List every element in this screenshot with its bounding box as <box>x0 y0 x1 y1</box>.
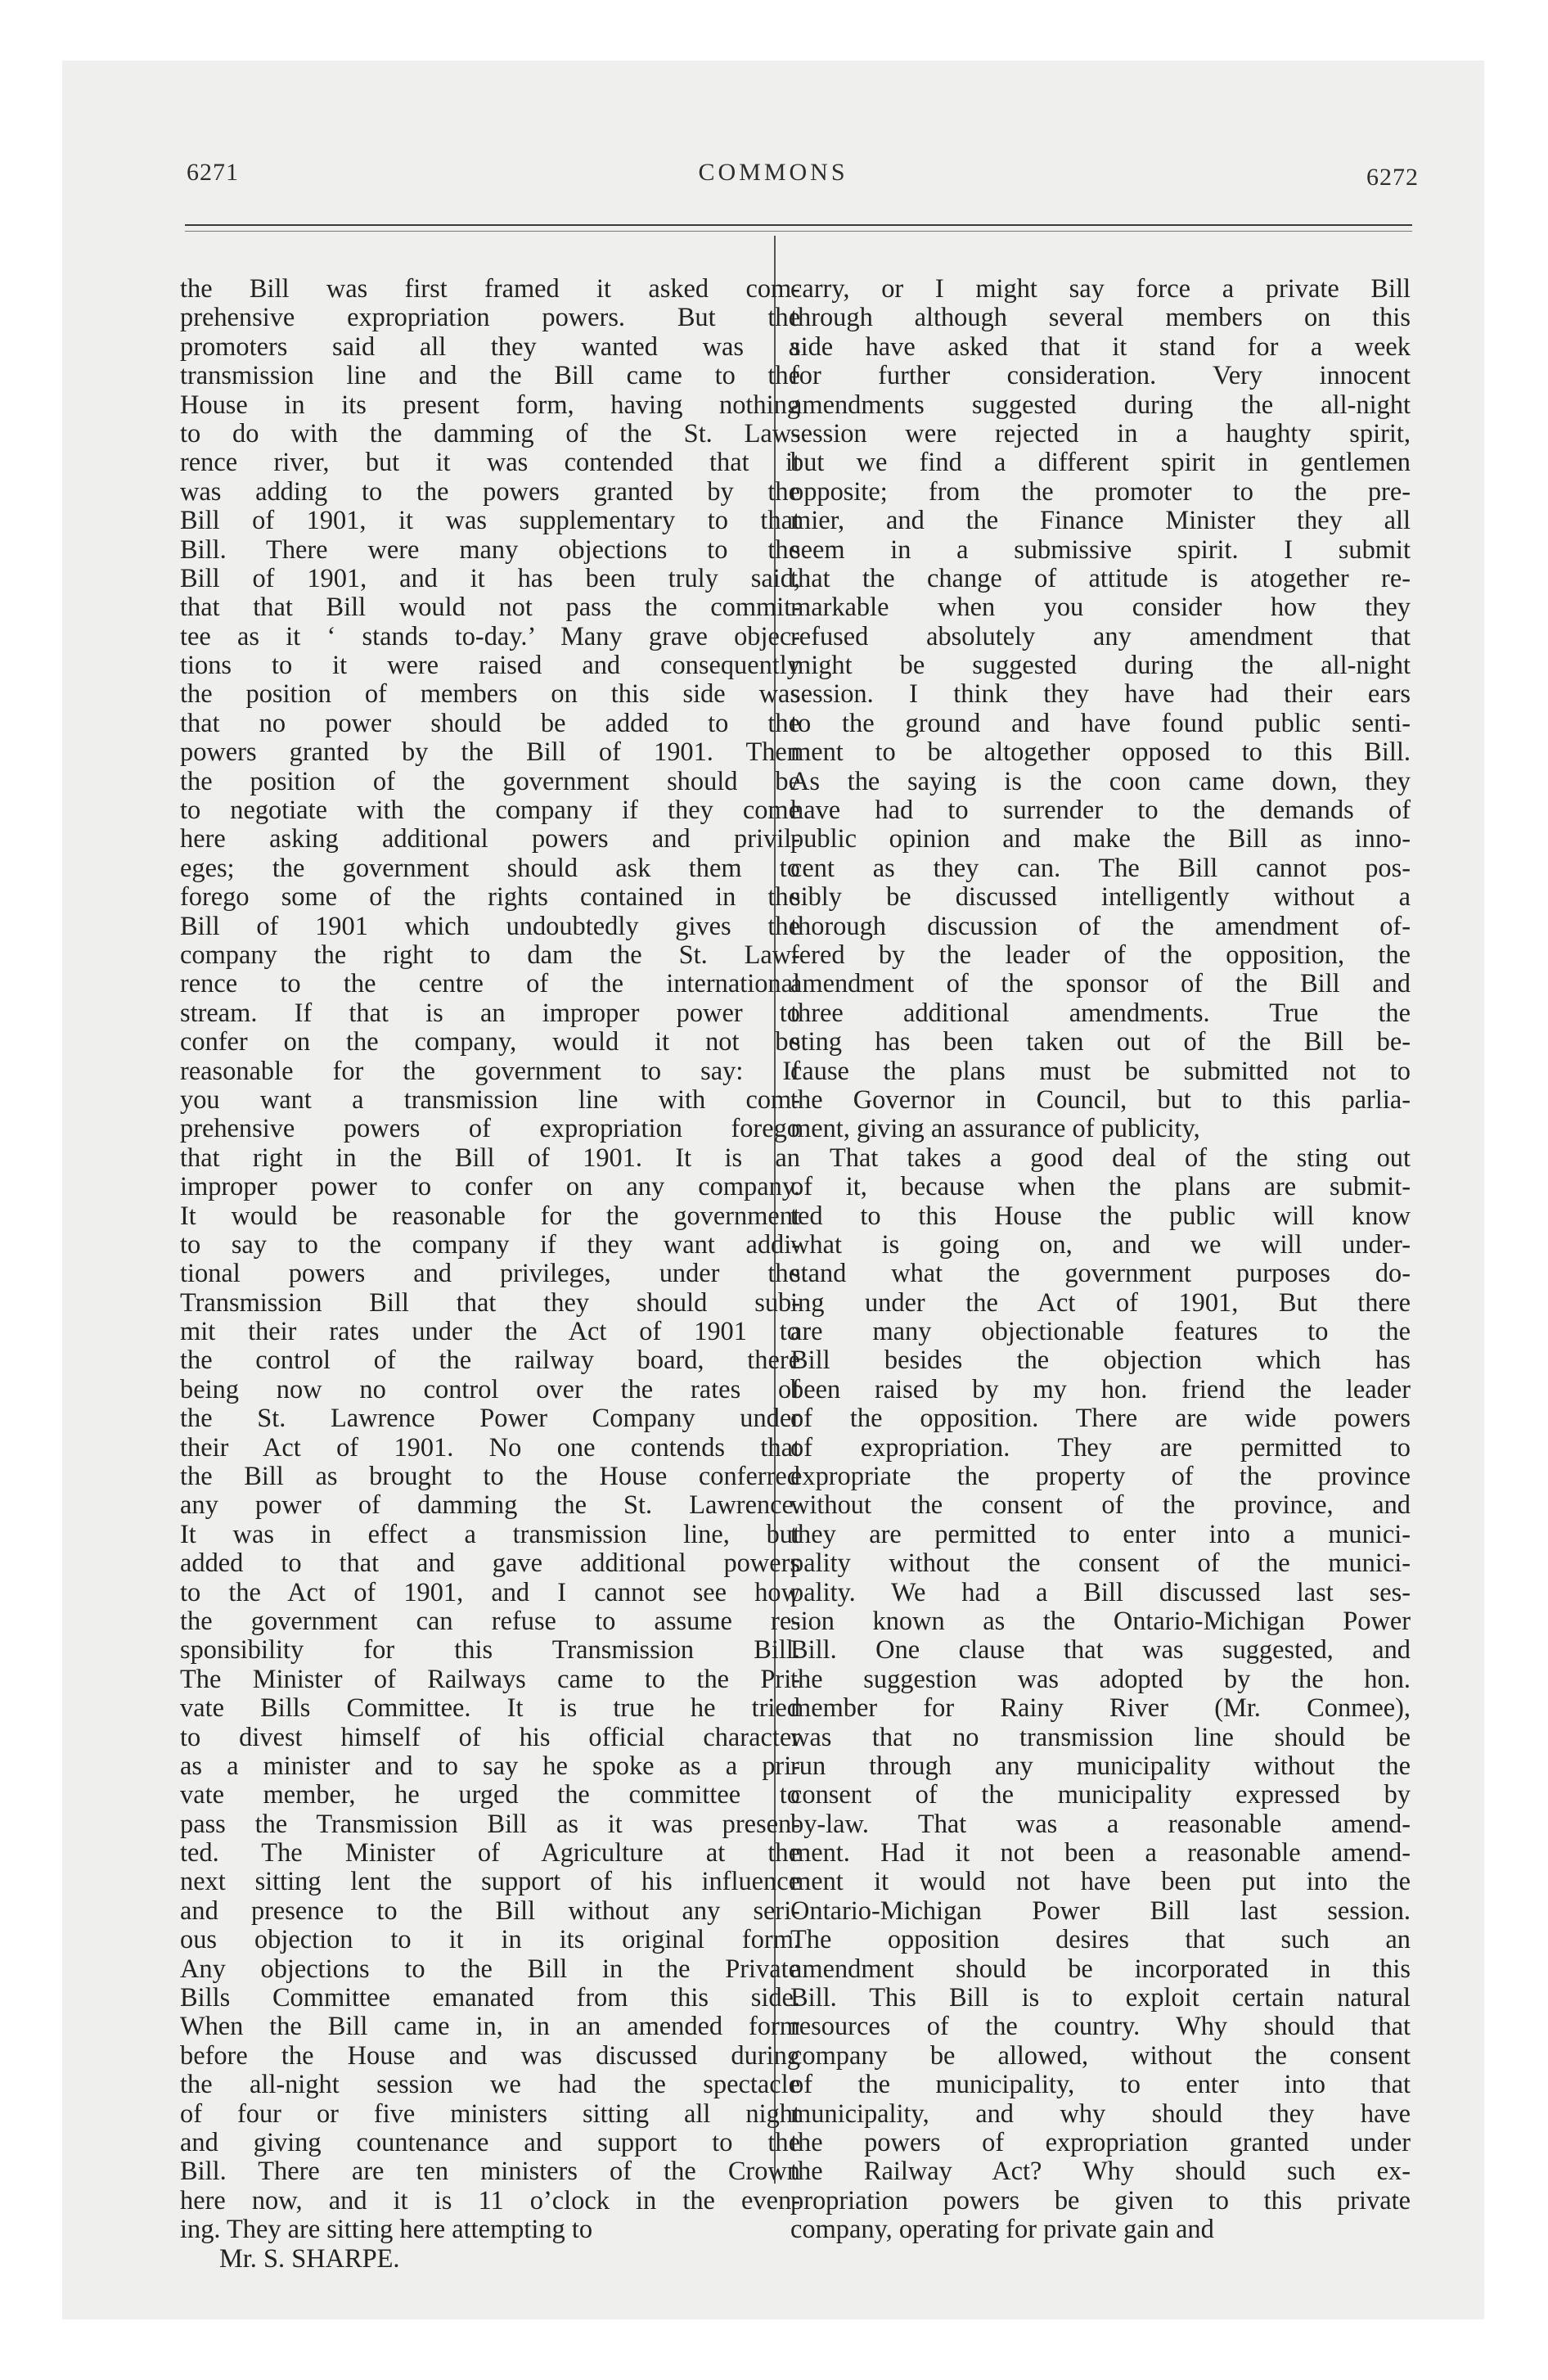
text-line: pass the Transmission Bill as it was presen- <box>180 1810 800 1839</box>
text-line: run through any municipality without the <box>790 1751 1411 1781</box>
text-line: Bill. One clause that was suggested, and <box>790 1636 1411 1666</box>
page-number-left: 6271 <box>187 159 239 186</box>
text-line: to divest himself of his official character <box>180 1723 800 1752</box>
text-line: reasonable for the government to say: If <box>180 1057 800 1086</box>
text-line: amendments suggested during the all-night <box>790 390 1411 420</box>
text-column-left <box>180 275 800 2274</box>
text-line: public opinion and make the Bill as inno- <box>790 825 1411 854</box>
header-rule <box>185 224 1412 226</box>
text-line: session. I think they have had their ears <box>790 680 1411 710</box>
text-line: Bill. There were many objections to the <box>180 535 800 565</box>
text-line: vate member, he urged the committee to <box>180 1781 800 1810</box>
text-line: Bill besides the objection which has <box>790 1346 1411 1376</box>
text-line: before the House and was discussed during <box>180 2041 800 2071</box>
text-line: amendment should be incorporated in this <box>790 1954 1411 1984</box>
text-line: here now, and it is 11 o’clock in the even- <box>180 2186 800 2215</box>
text-line: confer on the company, would it not be <box>180 1028 800 1057</box>
text-line: was adding to the powers granted by the <box>180 477 800 507</box>
text-line: three additional amendments. True the <box>790 998 1411 1028</box>
text-line: Any objections to the Bill in the Private <box>180 1954 800 1984</box>
text-line: and giving countenance and support to the <box>180 2129 800 2157</box>
text-line: ing. They are sitting here attempting to <box>180 2215 593 2245</box>
text-line: forego some of the rights contained in the <box>180 883 800 913</box>
text-line: markable when you consider how they <box>790 593 1411 623</box>
running-title: COMMONS <box>698 159 848 186</box>
text-line: pality without the consent of the munici- <box>790 1549 1411 1579</box>
text-line: the Governor in Council, but to this parlia- <box>790 1085 1411 1115</box>
text-line: stand what the government purposes do- <box>790 1260 1411 1289</box>
text-line: but we find a different spirit in gentlemen <box>790 449 1411 478</box>
header-rule-thin <box>185 231 1412 232</box>
text-line: ment, giving an assurance of publicity, <box>790 1115 1200 1144</box>
text-line: ment. Had it not been a reasonable amend- <box>790 1839 1411 1868</box>
text-line: the powers of expropriation granted under <box>790 2129 1411 2157</box>
text-line: sibly be discussed intelligently without a <box>790 883 1411 913</box>
text-line: company the right to dam the St. Law- <box>180 940 800 970</box>
text-line: ment to be altogether opposed to this Bill. <box>790 738 1411 768</box>
text-line: stream. If that is an improper power to <box>180 998 800 1028</box>
text-line: of the opposition. There are wide powers <box>790 1404 1411 1434</box>
text-line: being now no control over the rates of <box>180 1375 800 1404</box>
text-line: expropriate the property of the province <box>790 1463 1411 1492</box>
text-line: refused absolutely any amendment that <box>790 622 1411 651</box>
text-line: mier, and the Finance Minister they all <box>790 507 1411 536</box>
text-line: company, operating for private gain and <box>790 2215 1214 2245</box>
text-line: to the ground and have found public senti- <box>790 709 1411 738</box>
text-line: the St. Lawrence Power Company under <box>180 1404 800 1434</box>
text-line: here asking additional powers and privil- <box>180 825 800 854</box>
text-line: Transmission Bill that they should sub- <box>180 1288 800 1318</box>
text-line: session were rejected in a haughty spirit, <box>790 419 1411 449</box>
text-line: might be suggested during the all-night <box>790 651 1411 681</box>
text-line: added to that and gave additional powers <box>180 1549 800 1579</box>
text-line: propriation powers be given to this private <box>790 2186 1411 2215</box>
text-line: ment it would not have been put into the <box>790 1868 1411 1897</box>
text-line: When the Bill came in, in an amended form <box>180 2013 800 2042</box>
text-line: you want a transmission line with com- <box>180 1085 800 1115</box>
text-line: Bill of 1901 which undoubtedly gives the <box>180 912 800 941</box>
text-line: carry, or I might say force a private Bill <box>790 275 1411 304</box>
page-header <box>62 61 1484 192</box>
text-line: the control of the railway board, there <box>180 1346 800 1376</box>
text-line: by-law. That was a reasonable amend- <box>790 1810 1411 1839</box>
text-line: that the change of attitude is atogether re- <box>790 564 1411 593</box>
text-line: cause the plans must be submitted not to <box>790 1057 1411 1086</box>
text-line: the Bill was first framed it asked com- <box>180 275 800 304</box>
text-line: any power of damming the St. Lawrence. <box>180 1491 800 1521</box>
text-line: that right in the Bill of 1901. It is an <box>180 1143 800 1173</box>
text-line: fered by the leader of the opposition, the <box>790 940 1411 970</box>
text-line: the position of the government should be <box>180 767 800 796</box>
text-line: through although several members on this <box>790 304 1411 333</box>
text-line: of the municipality, to enter into that <box>790 2071 1411 2100</box>
text-line: the position of members on this side was <box>180 680 800 710</box>
text-line: Bill. There are ten ministers of the Crown <box>180 2157 800 2187</box>
text-line: tional powers and privileges, under the <box>180 1260 800 1289</box>
text-line: Bill. This Bill is to exploit certain natural <box>790 1984 1411 2013</box>
text-line: eges; the government should ask them to <box>180 854 800 883</box>
text-line: ous objection to it in its original form. <box>180 1926 800 1955</box>
text-line: prehensive powers of expropriation forego <box>180 1115 800 1144</box>
text-line: The opposition desires that such an <box>790 1926 1411 1955</box>
text-line: consent of the municipality expressed by <box>790 1781 1411 1810</box>
text-line: transmission line and the Bill came to the <box>180 362 800 391</box>
document-page <box>62 61 1484 2319</box>
text-line: side have asked that it stand for a week <box>790 332 1411 362</box>
text-line: of expropriation. They are permitted to <box>790 1433 1411 1463</box>
text-line: The Minister of Railways came to the Pri- <box>180 1665 800 1694</box>
text-line: have had to surrender to the demands of <box>790 796 1411 826</box>
text-line: the all-night session we had the spectacle <box>180 2071 800 2100</box>
text-line: It would be reasonable for the government <box>180 1201 800 1231</box>
text-line: rence river, but it was contended that it <box>180 449 800 478</box>
text-line: to say to the company if they want addi- <box>180 1230 800 1260</box>
text-line: House in its present form, having nothing <box>180 390 800 420</box>
text-line: to do with the damming of the St. Law- <box>180 419 800 449</box>
text-line: and presence to the Bill without any seri- <box>180 1896 800 1926</box>
text-line: Bill of 1901, it was supplementary to that <box>180 507 800 536</box>
text-line: was that no transmission line should be <box>790 1723 1411 1752</box>
text-line: tions to it were raised and consequently <box>180 651 800 681</box>
text-line: the suggestion was adopted by the hon. <box>790 1665 1411 1694</box>
text-line: the government can refuse to assume re- <box>180 1607 800 1636</box>
text-line: It was in effect a transmission line, but <box>180 1520 800 1549</box>
text-line: that no power should be added to the <box>180 709 800 738</box>
text-line: sting has been taken out of the Bill be- <box>790 1028 1411 1057</box>
text-line: resources of the country. Why should that <box>790 2013 1411 2042</box>
text-column-right <box>790 275 1411 2245</box>
text-line: Bills Committee emanated from this side. <box>180 1984 800 2013</box>
text-line: of four or five ministers sitting all night <box>180 2099 800 2129</box>
text-line: seem in a submissive spirit. I submit <box>790 535 1411 565</box>
text-line: thorough discussion of the amendment of- <box>790 912 1411 941</box>
text-line: amendment of the sponsor of the Bill and <box>790 970 1411 999</box>
text-line: they are permitted to enter into a munici- <box>790 1520 1411 1549</box>
text-line: sion known as the Ontario-Michigan Power <box>790 1607 1411 1636</box>
text-line: rence to the centre of the international <box>180 970 800 999</box>
text-line: powers granted by the Bill of 1901. Then <box>180 738 800 768</box>
text-line: ted to this House the public will know <box>790 1201 1411 1231</box>
text-line: Ontario-Michigan Power Bill last session. <box>790 1896 1411 1926</box>
text-line: that that Bill would not pass the commit- <box>180 593 800 623</box>
text-line: mit their rates under the Act of 1901 to <box>180 1318 800 1347</box>
text-line: the Bill as brought to the House conferred <box>180 1463 800 1492</box>
text-line: improper power to confer on any company. <box>180 1173 800 1202</box>
text-line: vate Bills Committee. It is true he tried <box>180 1694 800 1724</box>
speaker-signature: Mr. S. SHARPE. <box>219 2244 400 2274</box>
text-line: what is going on, and we will under- <box>790 1230 1411 1260</box>
text-line: the Railway Act? Why should such ex- <box>790 2157 1411 2187</box>
text-line: As the saying is the coon came down, they <box>790 767 1411 796</box>
text-line: ted. The Minister of Agriculture at the <box>180 1839 800 1868</box>
text-line: company be allowed, without the consent <box>790 2041 1411 2071</box>
text-line: their Act of 1901. No one contends that <box>180 1433 800 1463</box>
text-line: to the Act of 1901, and I cannot see how <box>180 1578 800 1607</box>
text-line: member for Rainy River (Mr. Conmee), <box>790 1694 1411 1724</box>
page-number-right: 6272 <box>1366 164 1419 191</box>
text-line: promoters said all they wanted was a <box>180 332 800 362</box>
text-line: to negotiate with the company if they come <box>180 796 800 826</box>
text-line: tee as it ‘ stands to-day.’ Many grave objec- <box>180 622 800 651</box>
text-line: Bill of 1901, and it has been truly said, <box>180 564 800 593</box>
text-line: sponsibility for this Transmission Bill. <box>180 1636 800 1666</box>
text-line: are many objectionable features to the <box>790 1318 1411 1347</box>
text-line: cent as they can. The Bill cannot pos- <box>790 854 1411 883</box>
text-line: without the consent of the province, and <box>790 1491 1411 1521</box>
text-line: municipality, and why should they have <box>790 2099 1411 2129</box>
text-line: ing under the Act of 1901, But there <box>790 1288 1411 1318</box>
text-line: pality. We had a Bill discussed last ses- <box>790 1578 1411 1607</box>
text-line: That takes a good deal of the sting out <box>830 1143 1411 1173</box>
text-line: been raised by my hon. friend the leader <box>790 1375 1411 1404</box>
text-line: of it, because when the plans are submit- <box>790 1173 1411 1202</box>
text-line: as a minister and to say he spoke as a pri- <box>180 1751 800 1781</box>
text-line: for further consideration. Very innocent <box>790 362 1411 391</box>
text-line: opposite; from the promoter to the pre- <box>790 477 1411 507</box>
text-line: prehensive expropriation powers. But the <box>180 304 800 333</box>
text-line: next sitting lent the support of his influence <box>180 1868 800 1897</box>
